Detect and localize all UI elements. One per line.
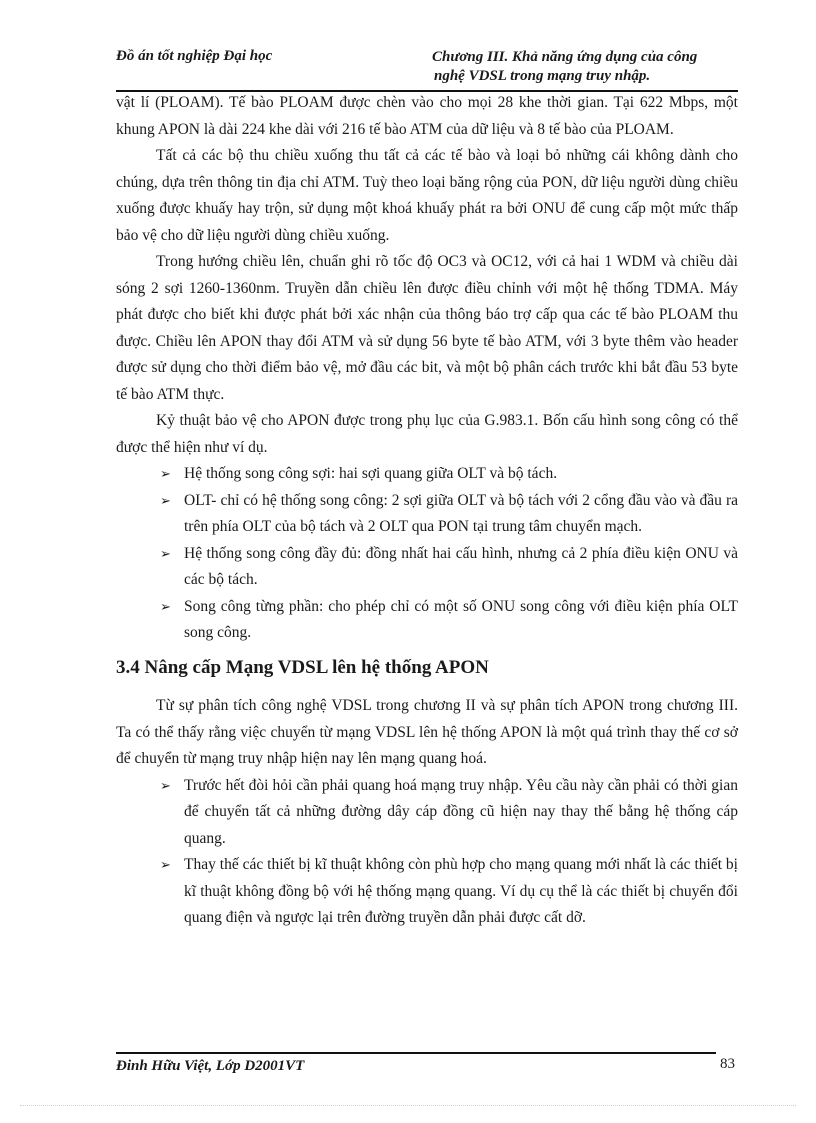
page-bottom-divider	[20, 1105, 796, 1106]
list-item	[116, 488, 738, 541]
bullet-list	[116, 461, 738, 647]
arrow-bullet-icon: ➢	[160, 492, 171, 508]
page-number: 83	[720, 1056, 735, 1072]
list-item-text: OLT- chỉ có hệ thống song công: 2 sợi giữa OLT và bộ tách với 2 cổng đầu vào và đầu ra trên phía OLT của bộ tách và 2 OLT qua PON tại trung tâm chuyển mạch.	[184, 491, 738, 535]
footer-rule	[116, 1052, 716, 1054]
list-item	[116, 541, 738, 594]
list-item	[116, 461, 738, 488]
arrow-bullet-icon: ➢	[160, 598, 171, 614]
header-chapter-line-1: Chương III. Khả năng ứng dụng của công	[432, 49, 698, 65]
header-chapter-line-2: nghệ VDSL trong mạng truy nhập.	[434, 68, 651, 84]
paragraph: Trong hướng chiều lên, chuẩn ghi rõ tốc độ OC3 và OC12, với cả hai 1 WDM và chiều dài sóng 2 sợi 1260-1360nm. Truyền dẫn chiều lên được điều chỉnh với một hệ thống TDMA. Máy phát được cho biết khi được phát bởi xác nhận của thông báo trợ cấp qua các tế bào PLOAM thu được. Chiều lên APON thay đổi ATM và sử dụng 56 byte tế bào ATM, với 3 byte thêm vào header được sử dụng cho thời điểm bảo vệ, mở đầu các bit, và một bộ phân cách trước khi bắt đầu 53 byte tế bào ATM thực.	[116, 253, 738, 403]
paragraph: Tất cả các bộ thu chiều xuống thu tất cả các tế bào và loại bỏ những cái không dành cho chúng, dựa trên thông tin địa chỉ ATM. Tuỳ theo loại băng rộng của PON, dữ liệu người dùng chiều xuống được khuấy hay trộn, sử dụng một khoá khuấy phát ra bởi ONU để cung cấp một mức thấp bảo vệ cho dữ liệu người dùng chiều xuống.	[116, 147, 738, 244]
list-item	[116, 594, 738, 647]
list-item-text: Trước hết đòi hỏi cần phải quang hoá mạng truy nhập. Yêu cầu này cần phải có thời gian để chuyển tất cả những đường dây cáp đồng cũ hiện nay thay thế bằng hệ thống cáp quang.	[184, 776, 738, 847]
list-item	[116, 852, 738, 932]
arrow-bullet-icon: ➢	[160, 857, 171, 872]
paragraph: Kỷ thuật bảo vệ cho APON được trong phụ lục của G.983.1. Bốn cấu hình song công có thể được thể hiện như ví dụ.	[116, 412, 738, 456]
paragraph: vật lí (PLOAM). Tế bào PLOAM được chèn vào cho mọi 28 khe thời gian. Tại 622 Mbps, một khung APON là dài 224 khe dài với 216 tế bào ATM của dữ liệu và 8 tế bào của PLOAM.	[116, 94, 738, 138]
page-header	[116, 48, 740, 92]
list-item-text: Hệ thống song công đầy đủ: đồng nhất hai cấu hình, nhưng cả 2 phía điều kiện ONU và các bộ tách.	[184, 544, 738, 588]
bullet-list	[116, 773, 738, 932]
header-document-title: Đồ án tốt nghiệp Đại học	[116, 48, 273, 64]
list-item-text: Thay thế các thiết bị kĩ thuật không còn phù hợp cho mạng quang mới nhất là các thiết bị kĩ thuật không đồng bộ với hệ thống mạng quang. Ví dụ cụ thể là các thiết bị chuyển đổi quang điện và ngược lại trên đường truyền dẫn phải được cất dỡ.	[184, 856, 738, 926]
arrow-bullet-icon: ➢	[160, 777, 171, 793]
list-item-text: Hệ thống song công sợi: hai sợi quang giữa OLT và bộ tách.	[184, 465, 558, 482]
footer-author: Đinh Hữu Việt, Lớp D2001VT	[116, 1058, 305, 1074]
arrow-bullet-icon: ➢	[160, 545, 171, 561]
list-item	[116, 773, 738, 853]
section-heading: 3.4 Nâng cấp Mạng VDSL lên hệ thống APON	[116, 656, 489, 678]
paragraph: Từ sự phân tích công nghệ VDSL trong chương II và sự phân tích APON trong chương III. Ta có thể thấy rằng việc chuyển từ mạng VDSL lên hệ thống APON là một quá trình thay thế cơ sở để chuyển từ mạng truy nhập hiện nay lên mạng quang hoá.	[116, 697, 738, 767]
list-item-text: Song công từng phần: cho phép chỉ có một số ONU song công với điều kiện phía OLT song công.	[184, 597, 738, 641]
arrow-bullet-icon: ➢	[160, 466, 171, 481]
page-body	[116, 90, 738, 932]
header-chapter-title	[432, 48, 697, 86]
